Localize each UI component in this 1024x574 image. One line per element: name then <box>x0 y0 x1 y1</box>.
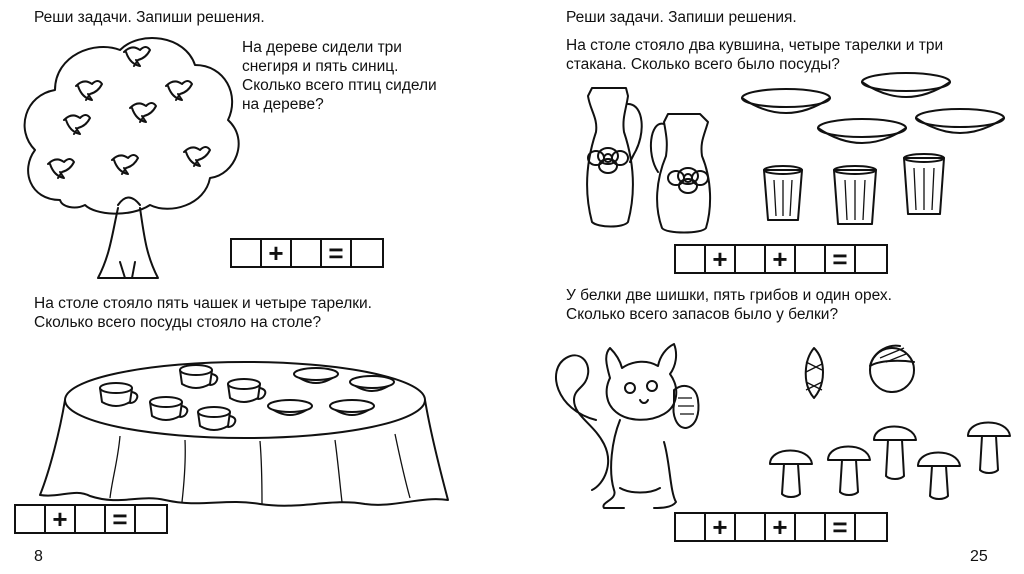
right-problem-1-text <box>566 36 1004 74</box>
plus-sign-cell: + <box>46 506 76 532</box>
bird-icon <box>166 81 192 100</box>
text-line: снегиря и пять синиц. <box>242 58 399 75</box>
answer-cell[interactable] <box>736 514 766 540</box>
text-line: На столе стояло два кувшина, четыре тарелки и три <box>566 37 944 54</box>
answer-cell[interactable] <box>796 246 826 272</box>
text-line: Сколько всего птиц сидели <box>242 77 437 94</box>
plate-icon <box>330 400 374 415</box>
glass-icon <box>764 166 802 220</box>
text-line: стакана. Сколько всего было посуды? <box>566 56 840 73</box>
bird-icon <box>76 81 102 100</box>
answer-cell[interactable] <box>16 506 46 532</box>
answer-cell[interactable] <box>76 506 106 532</box>
jug-icon <box>587 88 642 227</box>
plus-sign-cell: + <box>706 514 736 540</box>
plus-sign-cell: + <box>766 514 796 540</box>
cup-icon <box>100 383 137 406</box>
left-page-number: 8 <box>34 548 43 565</box>
answer-cell[interactable] <box>292 240 322 266</box>
equals-sign-cell: = <box>826 514 856 540</box>
left-problem-2-text <box>34 294 480 332</box>
left-page-header: Реши задачи. Запиши решения. <box>34 9 265 26</box>
text-line: на дереве? <box>242 96 324 113</box>
answer-cell[interactable] <box>676 246 706 272</box>
answer-cell[interactable] <box>352 240 382 266</box>
cup-icon <box>150 397 187 420</box>
mushroom-icon <box>770 451 812 498</box>
cup-icon <box>180 365 217 388</box>
right-page-header: Реши задачи. Запиши решения. <box>566 9 797 26</box>
mushroom-icon <box>828 447 870 496</box>
cup-icon <box>228 379 265 402</box>
equals-sign-cell: = <box>106 506 136 532</box>
plus-sign-cell: + <box>706 246 736 272</box>
answer-cell[interactable] <box>736 246 766 272</box>
text-line: Сколько всего посуды стояло на столе? <box>34 314 322 331</box>
plus-sign-cell: + <box>766 246 796 272</box>
plate-icon <box>818 119 906 143</box>
answer-cell[interactable] <box>136 506 166 532</box>
plate-icon <box>916 109 1004 133</box>
right-page-number: 25 <box>970 548 988 565</box>
tree-illustration <box>25 38 239 278</box>
mushroom-icon <box>918 453 960 500</box>
jug-icon <box>651 114 710 233</box>
mushroom-icon <box>968 423 1010 474</box>
bird-icon <box>130 103 156 122</box>
pinecone-icon <box>806 348 823 398</box>
right-answer-2-boxes <box>674 512 888 542</box>
plate-icon <box>742 89 830 113</box>
equals-sign-cell: = <box>322 240 352 266</box>
answer-cell[interactable] <box>232 240 262 266</box>
text-line: Сколько всего запасов было у белки? <box>566 306 839 323</box>
bird-icon <box>124 47 150 66</box>
text-line: У белки две шишки, пять грибов и один орех. <box>566 287 892 304</box>
cup-icon <box>198 407 235 430</box>
plate-icon <box>350 376 394 391</box>
text-line: На столе стояло пять чашек и четыре тарелки. <box>34 295 372 312</box>
answer-cell[interactable] <box>676 514 706 540</box>
plate-icon <box>294 368 338 383</box>
bird-icon <box>184 147 210 166</box>
glass-icon <box>904 154 944 214</box>
plate-icon <box>268 400 312 415</box>
left-answer-2-boxes <box>14 504 168 534</box>
left-problem-1-text <box>242 38 482 114</box>
bird-icon <box>112 155 138 174</box>
answer-cell[interactable] <box>796 514 826 540</box>
answer-cell[interactable] <box>856 246 886 272</box>
text-line: На дереве сидели три <box>242 39 402 56</box>
plus-sign-cell: + <box>262 240 292 266</box>
equals-sign-cell: = <box>826 246 856 272</box>
plate-icon <box>862 73 950 97</box>
glass-icon <box>834 166 876 224</box>
left-answer-1-boxes <box>230 238 384 268</box>
bird-icon <box>64 115 90 134</box>
right-answer-1-boxes <box>674 244 888 274</box>
bird-icon <box>48 159 74 178</box>
right-problem-2-text <box>566 286 1004 324</box>
squirrel-illustration <box>556 344 699 508</box>
mushroom-icon <box>874 427 916 480</box>
nut-icon <box>870 346 914 392</box>
answer-cell[interactable] <box>856 514 886 540</box>
